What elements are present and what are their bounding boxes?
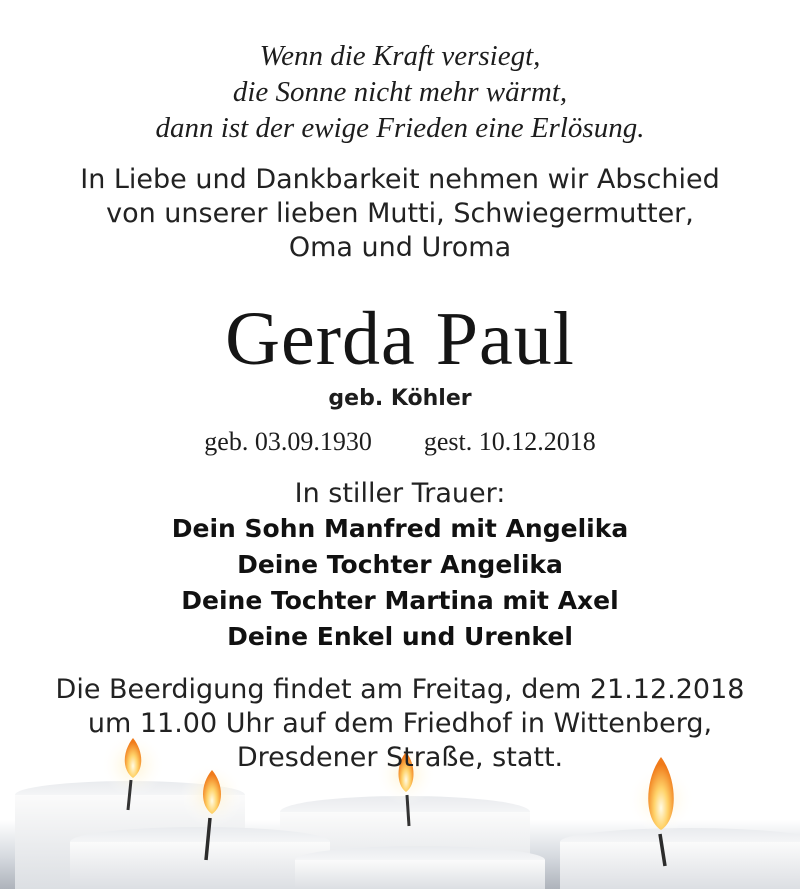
farewell-line-2: von unserer lieben Mutti, Schwiegermutter, (106, 198, 694, 229)
birth-date: geb. 03.09.1930 (204, 427, 372, 456)
candle-front-middle (295, 846, 545, 889)
mourner-line: Deine Tochter Angelika (237, 550, 563, 579)
mourner-line: Dein Sohn Manfred mit Angelika (171, 514, 629, 543)
life-dates (0, 425, 800, 459)
mourner-line: Deine Tochter Martina mit Axel (181, 586, 619, 615)
deceased-name: Gerda Paul (225, 297, 575, 381)
funeral-line-1: Die Beerdigung findet am Freitag, dem 21.12.2018 (55, 674, 745, 705)
mourner-line: Deine Enkel und Urenkel (227, 622, 573, 651)
verse-line-1: Wenn die Kraft versiegt, (259, 40, 541, 72)
farewell-line-3: Oma und Uroma (288, 232, 512, 263)
mourners-intro: In stiller Trauer: (294, 478, 506, 509)
farewell-line-1: In Liebe und Dankbarkeit nehmen wir Abschied (80, 164, 720, 195)
funeral-line-2: um 11.00 Uhr auf dem Friedhof in Wittenberg, (87, 708, 713, 739)
verse-line-3: dann ist der ewige Frieden eine Erlösung. (155, 112, 645, 144)
death-date: gest. 10.12.2018 (423, 427, 596, 456)
verse-line-2: die Sonne nicht mehr wärmt, (232, 76, 568, 108)
candle-front-left (70, 827, 330, 889)
candle-back-right (560, 828, 800, 889)
maiden-name: geb. Köhler (328, 386, 472, 411)
funeral-line-3: Dresdener Straße, statt. (236, 742, 564, 773)
